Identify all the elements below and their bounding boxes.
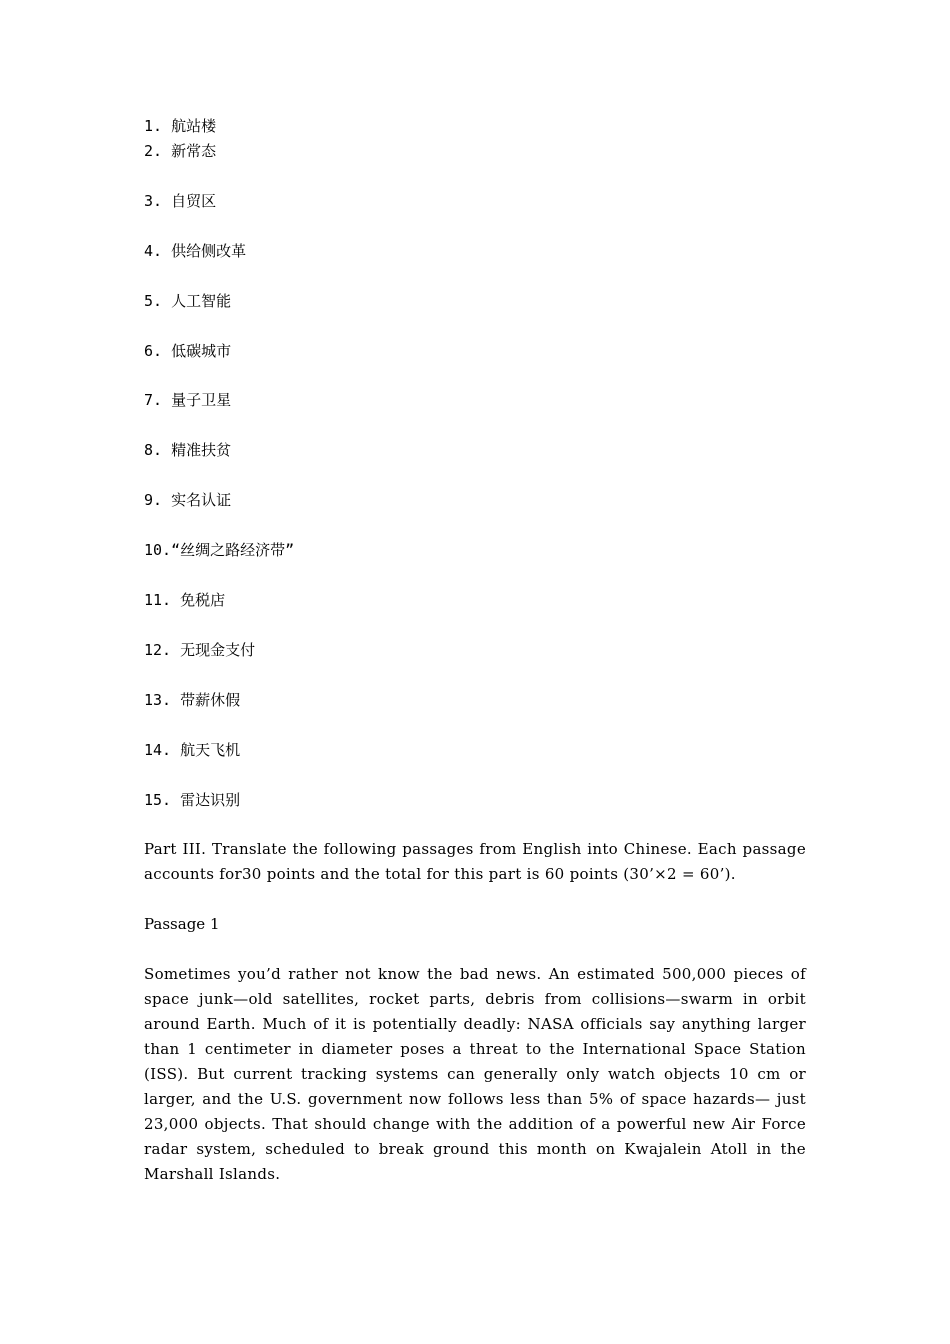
document-page — [144, 114, 806, 1187]
passage-label: Passage 1 — [144, 915, 220, 934]
term-item-10: 10.“丝绸之路经济带” — [144, 541, 295, 560]
term-item-9: 9. 实名认证 — [144, 491, 232, 510]
term-item-8: 8. 精准扶贫 — [144, 441, 232, 460]
term-item-5: 5. 人工智能 — [144, 291, 232, 310]
term-item-1: 1. 航站楼 — [144, 117, 217, 135]
term-item-3: 3. 自贸区 — [144, 191, 217, 210]
term-item-13: 13. 带薪休假 — [144, 690, 241, 709]
term-item-14: 14. 航天飞机 — [144, 740, 241, 759]
term-item-12: 12. 无现金支付 — [144, 640, 256, 659]
term-item-15: 15. 雷达识别 — [144, 790, 241, 809]
term-item-6: 6. 低碳城市 — [144, 341, 232, 360]
term-item-7: 7. 量子卫星 — [144, 391, 232, 410]
term-item-2: 2. 新常态 — [144, 142, 217, 160]
passage-1-text: Sometimes you’d rather not know the bad news. An estimated 500,000 pieces of space junk—old satellites, rocket parts, debris from collisions—swarm in orbit around Earth. Much of it is potentially deadly: NASA officials say anything larger than 1 centimeter in diameter poses a threat to the International Space Station (ISS). But current tracking systems can generally only watch objects 10 cm or larger, and the U.S. government now follows less than 5% of space hazards— just 23,000 objects. That should change with the addition of a powerful new Air Force radar system, scheduled to break ground this month on Kwajalein Atoll in the Marshall Islands. — [144, 965, 806, 1184]
term-item-11: 11. 免税店 — [144, 591, 226, 610]
part3-instruction: Part III. Translate the following passages from English into Chinese. Each passage accounts for30 points and the total for this part is 60 points (30’×2 = 60’). — [144, 840, 806, 884]
term-item-4: 4. 供给侧改革 — [144, 241, 247, 260]
